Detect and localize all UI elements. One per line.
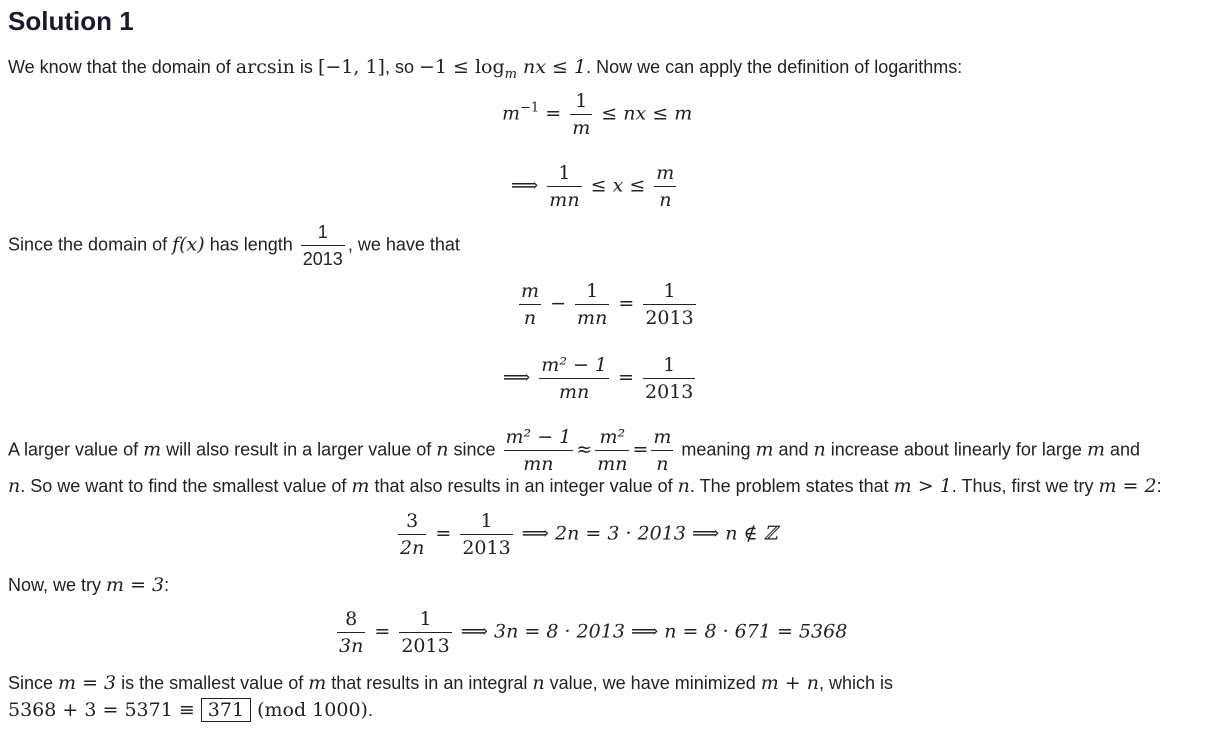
equation-m3-case: $\frac{8}{3n}$ = $\frac{1}{2013}$ ⟹ 3n = 8 · 2013 ⟹ n = 8 · 671 = 5368 [339, 608, 848, 657]
text: We know that the domain of [8, 57, 236, 77]
text: Since the domain of [8, 234, 173, 255]
paragraph-try-m3: Now, we try m = 3: [8, 574, 170, 596]
paragraph-conclusion: Since m = 3 is the smallest value of m that results in an integral n value, we have minimized m + n, which is [8, 672, 894, 694]
math-interval: [−1, 1] [317, 56, 385, 78]
text: , we have that [347, 234, 460, 255]
text: . Now we can apply the definition of logarithms: [586, 57, 963, 77]
solution-heading: Solution 1 [8, 6, 134, 36]
final-answer-line: 5368 + 3 = 5371 ≡ 371 (mod 1000). [8, 699, 373, 721]
text: is [294, 57, 318, 77]
text: , so [384, 57, 419, 77]
math-arcsin: arcsin [235, 56, 295, 78]
equation-x-bounds: ⟹ $\frac{1}{mn}$ ≤ x ≤ $\frac{m}{n}$ [511, 162, 675, 211]
math-fx: f(x) [172, 233, 205, 256]
paragraph-try-m2: n. So we want to find the smallest value of m that also results in an integer value of n. The problem states that m > 1. Thus, first we try m = 2: [8, 475, 1162, 497]
equation-combined: ⟹ $\frac{\text{m² − 1}}{mn}$ = $\frac{1}{2013}$ [503, 354, 694, 403]
equation-length: $\frac{m}{n}$ − $\frac{1}{mn}$ = $\frac{1}{2013}$ [521, 280, 694, 329]
paragraph-domain-arcsin [8, 56, 962, 82]
boxed-answer: 371 [201, 698, 251, 722]
text: has length [204, 234, 298, 255]
math-inequality: $-1 \le \log_m$ nx ≤ 1 [418, 56, 587, 82]
paragraph-linear-growth: A larger value of m will also result in a larger value of n since $\frac{\text{m² − 1}}{mn}$ ≈ $\frac{\text{m²}}{mn}$ = $\frac{m}{n}$ meaning m and n increase about linearly for large m and [8, 426, 1141, 475]
paragraph-domain-length [8, 219, 460, 272]
equation-log-definition: $m^{-1}$ = $\frac{1}{m}$ ≤ nx ≤ m [502, 90, 693, 139]
equation-m2-case: $\frac{3}{2n}$ = $\frac{1}{2013}$ ⟹ 2n = 3 · 2013 ⟹ n ∉ ℤ [400, 510, 778, 559]
fraction-1-2013: $\frac{1}{2013}$ [301, 219, 345, 272]
